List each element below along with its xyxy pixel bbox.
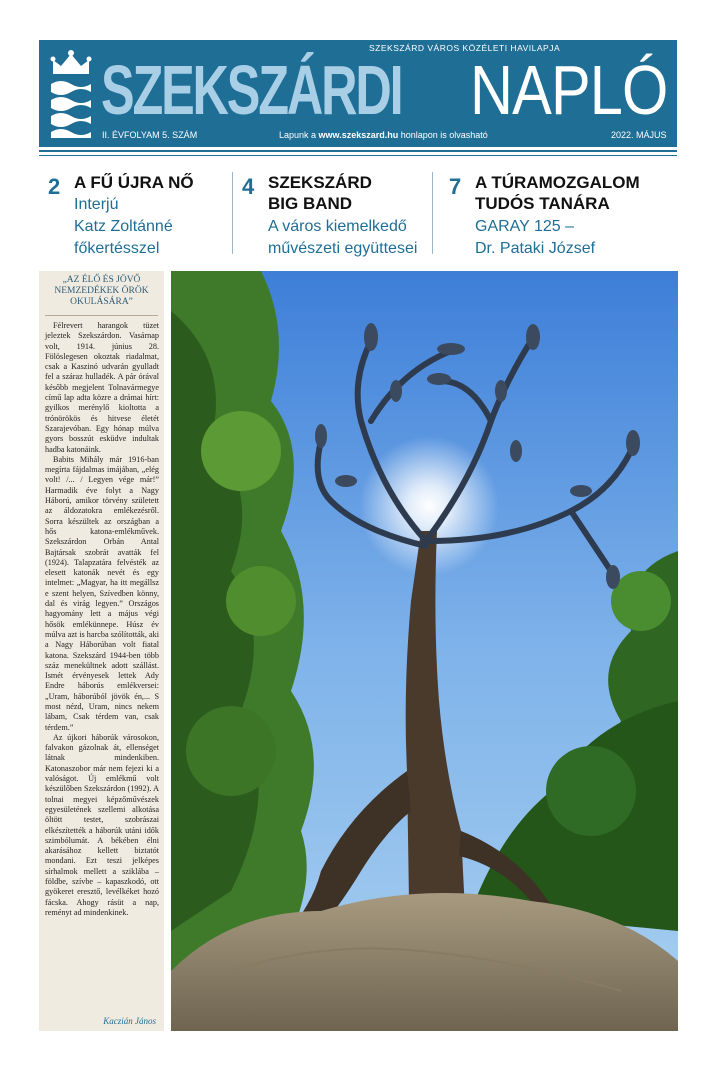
teaser-divider [232, 172, 233, 254]
teaser-divider [432, 172, 433, 254]
teaser-subtitle: művészeti együttesei [268, 240, 418, 257]
masthead [39, 40, 677, 147]
tree-sculpture-image [171, 271, 678, 1031]
column-title-rule [45, 315, 158, 316]
online-url-link[interactable]: www.szekszard.hu [318, 130, 399, 140]
teaser-headline: TUDÓS TANÁRA [475, 194, 610, 213]
teaser-headline: BIG BAND [268, 194, 353, 213]
header-rule-thin [39, 155, 677, 156]
teaser-subtitle: Katz Zoltánné [74, 218, 173, 235]
column-body [45, 321, 159, 918]
issue-number: II. ÉVFOLYAM 5. SZÁM [102, 130, 198, 140]
teaser-page-number: 2 [48, 174, 61, 199]
column-author: Kaczián János [103, 1016, 156, 1026]
teaser-headline: A TÚRAMOZGALOM [475, 173, 640, 192]
teaser-subtitle: A város kiemelkedő [268, 218, 407, 235]
teaser-subtitle: Dr. Pataki József [475, 240, 596, 257]
header-rule [39, 150, 677, 152]
teaser-page-number: 4 [242, 174, 255, 199]
teaser-headline: A FŰ ÚJRA NŐ [74, 173, 194, 192]
teaser-subtitle: Interjú [74, 196, 119, 213]
teaser-page-7[interactable] [449, 170, 677, 260]
masthead-title-bold: SZEKSZÁRDI [101, 51, 402, 129]
column-title: „AZ ÉLŐ ÉS JÖVŐ NEMZEDÉKEK ÖRÖK OKULÁSÁRA” [54, 275, 149, 307]
editorial-column [39, 271, 164, 1031]
teaser-page-number: 7 [449, 174, 462, 199]
column-paragraph: Babits Mihály már 1916-ban megírta fájdalmas imájában, „elég volt! /... / Legyen vége már!” Harmadik éve folyt a Nagy Háború, amikor törvény született az áldozatokra emlékezésről. Sorra készültek az országban a hős katona-emlékművek. Szekszárdon Orbán Antal Bajtársak szobrát avatták fel (1924). Talapzatára felvésték az elesett katonák nevét és egy intelmet: „Magyar, ha itt megállsz e szent helyen, Szívedben könny, dal és virág legyen.” Országos hagyomány lett a május végi hősök emlékünnepe. Húsz év múlva azt is harcba szólították, aki a Nagy Háborúban volt fiatal katona. Szekszárd 1944-ben több száz menekültnek adott szállást. Ismét érvényesek lettek Ady Endre háborús emlékversei: „Uram, háborúból jövök én,... S most nézd, Uram, nincs nekem lábam, Csak térdem van, csak térdem.” [45, 454, 159, 732]
column-paragraph: Félrevert harangok tüzet jeleztek Szekszárdon. Vasárnap volt, 1914. június 28. Fölöslegesen okoztak riadalmat, csak a Kaszinó udvarán gyulladt fel a száraz hulladék. A pár órával később megjelent Tolnavármegye című lap adta közre a drámai hírt: gyilkos merénylő kioltotta a trónörökös és hitvese életét Szarajevóban. Egy hónap múlva gyors bosszút esküdve indultak hadba katonáink. [45, 321, 159, 454]
cover-photo-memorial-tree-sculpture [171, 271, 678, 1031]
masthead-tagline: SZEKSZÁRD VÁROS KÖZÉLETI HAVILAPJA [369, 43, 561, 53]
online-note: Lapunk a www.szekszard.hu honlapon is olvasható [279, 130, 488, 140]
teaser-page-4[interactable] [242, 170, 427, 260]
masthead-title-light: NAPLÓ [470, 51, 668, 129]
masthead-info-bar [39, 126, 677, 146]
issue-date: 2022. MÁJUS [611, 130, 667, 140]
teaser-page-2[interactable] [48, 170, 228, 260]
teaser-headline: SZEKSZÁRD [268, 173, 372, 192]
column-paragraph: Az újkori háborúk városokon, falvakon gázolnak át, ellenséget látnak mindenkiben. Katonaszobor már nem fejezi ki a valóságot. Új emlékmű volt készülőben Szekszárdon (1992). A tolnai megyei képzőművészek egyesületének szellemi alkotása öltött testet, szobrászai elkészítették a háborúk utáni idők szimbólumát. A békében élni akarásához kellett biztatót mondani. Ezt teszi jelképes sírhalmok mellett a sziklába – földbe, szívbe – kapaszkodó, ott gyökeret eresztő, levélkéket hozó fácska. Ahogy rásüt a nap, reményt ad mindenkinek. [45, 732, 159, 917]
teaser-subtitle: GARAY 125 – [475, 218, 575, 235]
teaser-subtitle: főkertésszel [74, 240, 160, 257]
